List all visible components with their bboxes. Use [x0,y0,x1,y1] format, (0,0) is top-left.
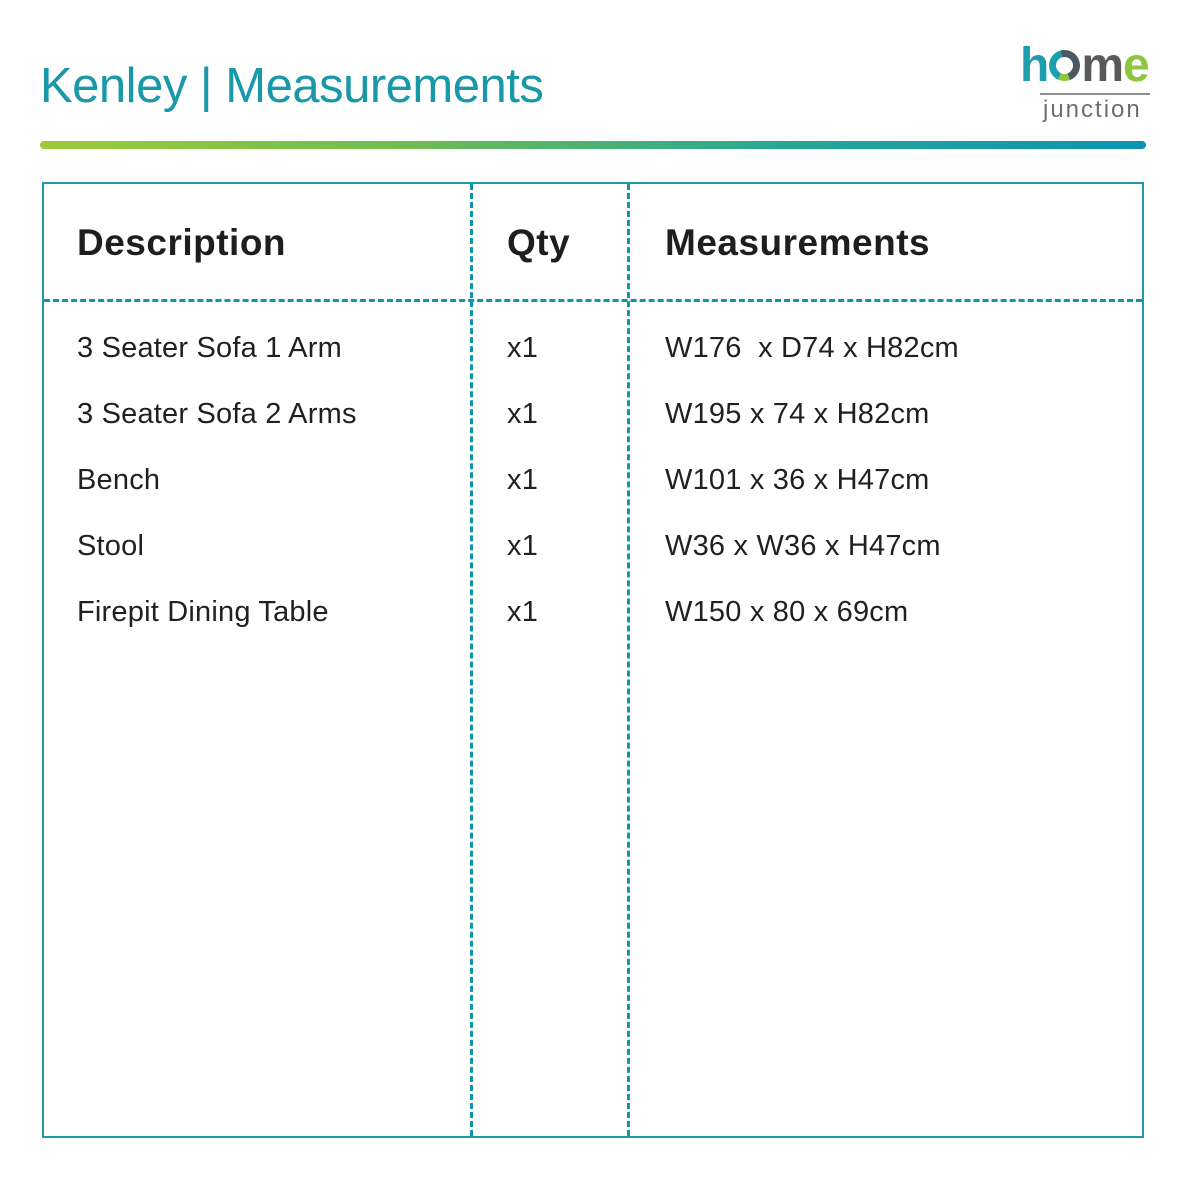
logo-subtext: junction [1043,96,1142,123]
header-measurements: Measurements [665,221,931,263]
logo-underline [1040,93,1150,95]
cell-description: 3 Seater Sofa 2 Arms [77,397,357,430]
table-row [44,579,1142,645]
cell-qty: x1 [507,331,539,364]
cell-qty: x1 [507,595,539,628]
cell-measurements: W150 x 80 x 69cm [665,595,909,628]
cell-description: Bench [77,463,161,496]
logo-wordmark [1020,39,1170,92]
cell-description: Stool [77,529,145,562]
cell-measurements: W195 x 74 x H82cm [665,397,930,430]
table-row [44,315,1142,381]
logo-letter-e: e [1123,39,1149,92]
cell-measurements: W36 x W36 x H47cm [665,529,941,562]
cell-measurements: W101 x 36 x H47cm [665,463,930,496]
cell-measurements: W176 x D74 x H82cm [665,331,959,364]
header-description: Description [77,221,287,263]
cell-qty: x1 [507,529,539,562]
cell-qty: x1 [507,463,539,496]
header-qty: Qty [507,221,571,263]
measurements-table [42,182,1144,1138]
logo-swirl-o-icon [1049,50,1080,81]
table-header-row [44,184,1142,300]
home-junction-logo [1020,39,1170,123]
table-row [44,447,1142,513]
cell-qty: x1 [507,397,539,430]
table-body [44,315,1142,645]
table-row [44,513,1142,579]
page-title: Kenley | Measurements [40,59,544,113]
logo-letter-h: h [1020,39,1049,92]
logo-letter-m: m [1081,39,1124,92]
cell-description: 3 Seater Sofa 1 Arm [77,331,342,364]
accent-gradient-divider [40,141,1146,149]
cell-description: Firepit Dining Table [77,595,329,628]
table-row [44,381,1142,447]
